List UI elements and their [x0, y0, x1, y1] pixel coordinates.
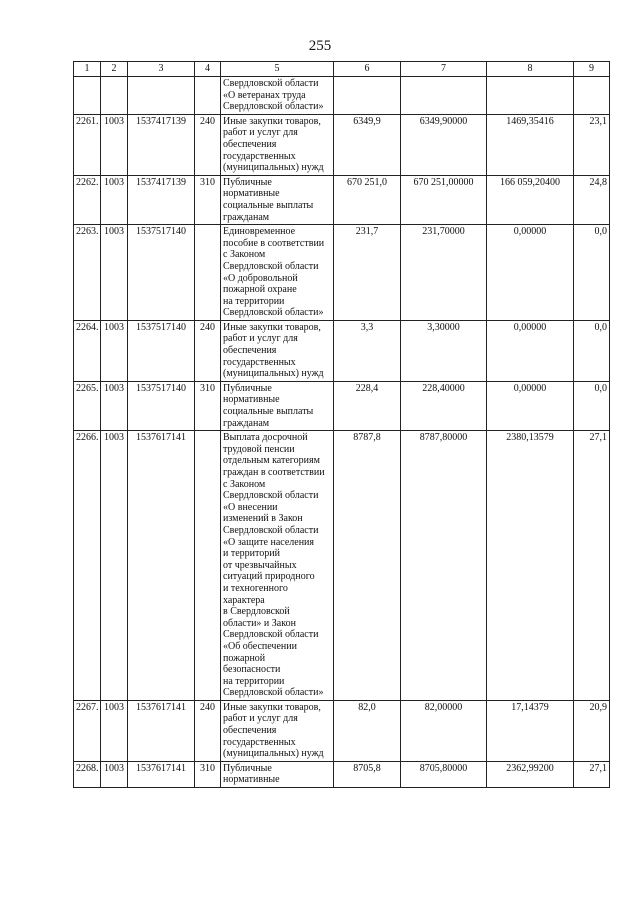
value-col9: 0,0: [574, 225, 610, 321]
table-row: [74, 320, 610, 381]
target-code: 1537517140: [128, 381, 195, 430]
value-col8: 1469,35416: [487, 114, 574, 175]
value-col6: 6349,9: [334, 114, 401, 175]
row-number: 2261.: [74, 114, 101, 175]
expense-type: 310: [195, 175, 221, 224]
expense-type: [195, 225, 221, 321]
value-col7: 231,70000: [401, 225, 487, 321]
budget-table: [73, 61, 610, 788]
section-code: 1003: [101, 225, 128, 321]
row-description: Единовременное пособие в соответствии с Законом Свердловской области «О добровольной пожарной охране на территории Свердловской области»: [221, 225, 334, 321]
expense-type: 240: [195, 114, 221, 175]
row-number: 2262.: [74, 175, 101, 224]
value-col9: 0,0: [574, 381, 610, 430]
expense-type: 240: [195, 320, 221, 381]
section-code: [101, 77, 128, 115]
target-code: 1537417139: [128, 175, 195, 224]
expense-type: 310: [195, 761, 221, 787]
row-number: 2268.: [74, 761, 101, 787]
section-code: 1003: [101, 175, 128, 224]
value-col9: [574, 77, 610, 115]
section-code: 1003: [101, 431, 128, 701]
value-col8: 17,14379: [487, 700, 574, 761]
value-col9: 27,1: [574, 431, 610, 701]
value-col7: 8787,80000: [401, 431, 487, 701]
value-col7: [401, 77, 487, 115]
table-row: [74, 700, 610, 761]
value-col9: 20,9: [574, 700, 610, 761]
value-col6: 228,4: [334, 381, 401, 430]
column-header: 5: [221, 62, 334, 77]
row-description: Иные закупки товаров, работ и услуг для обеспечения государственных (муниципальных) нужд: [221, 114, 334, 175]
value-col6: 82,0: [334, 700, 401, 761]
target-code: 1537617141: [128, 761, 195, 787]
row-number: 2264.: [74, 320, 101, 381]
table-row: [74, 431, 610, 701]
target-code: [128, 77, 195, 115]
row-number: 2267.: [74, 700, 101, 761]
column-header: 4: [195, 62, 221, 77]
value-col6: 8787,8: [334, 431, 401, 701]
row-description: Публичные нормативные: [221, 761, 334, 787]
value-col6: 670 251,0: [334, 175, 401, 224]
value-col7: 228,40000: [401, 381, 487, 430]
row-description: Публичные нормативные социальные выплаты гражданам: [221, 175, 334, 224]
row-number: 2263.: [74, 225, 101, 321]
column-header: 7: [401, 62, 487, 77]
table-row: [74, 761, 610, 787]
value-col9: 0,0: [574, 320, 610, 381]
value-col8: 2362,99200: [487, 761, 574, 787]
row-number: 2266.: [74, 431, 101, 701]
value-col8: [487, 77, 574, 115]
column-header: 1: [74, 62, 101, 77]
value-col8: 166 059,20400: [487, 175, 574, 224]
expense-type: 310: [195, 381, 221, 430]
column-header: 6: [334, 62, 401, 77]
section-code: 1003: [101, 761, 128, 787]
row-description: Свердловской области «О ветеранах труда Свердловской области»: [221, 77, 334, 115]
section-code: 1003: [101, 114, 128, 175]
table-row: [74, 77, 610, 115]
target-code: 1537417139: [128, 114, 195, 175]
expense-type: 240: [195, 700, 221, 761]
target-code: 1537617141: [128, 700, 195, 761]
row-number: [74, 77, 101, 115]
value-col7: 8705,80000: [401, 761, 487, 787]
target-code: 1537617141: [128, 431, 195, 701]
value-col9: 27,1: [574, 761, 610, 787]
column-header: 8: [487, 62, 574, 77]
page-number: 255: [308, 38, 332, 54]
section-code: 1003: [101, 320, 128, 381]
section-code: 1003: [101, 381, 128, 430]
table-header-row: [74, 62, 610, 77]
value-col6: 8705,8: [334, 761, 401, 787]
value-col9: 24,8: [574, 175, 610, 224]
value-col7: 6349,90000: [401, 114, 487, 175]
value-col6: 231,7: [334, 225, 401, 321]
value-col8: 0,00000: [487, 320, 574, 381]
value-col8: 0,00000: [487, 225, 574, 321]
column-header: 2: [101, 62, 128, 77]
row-description: Публичные нормативные социальные выплаты гражданам: [221, 381, 334, 430]
target-code: 1537517140: [128, 320, 195, 381]
row-number: 2265.: [74, 381, 101, 430]
expense-type: [195, 431, 221, 701]
expense-type: [195, 77, 221, 115]
value-col6: 3,3: [334, 320, 401, 381]
section-code: 1003: [101, 700, 128, 761]
value-col7: 82,00000: [401, 700, 487, 761]
value-col8: 0,00000: [487, 381, 574, 430]
column-header: 3: [128, 62, 195, 77]
table-row: [74, 114, 610, 175]
column-header: 9: [574, 62, 610, 77]
table-row: [74, 175, 610, 224]
target-code: 1537517140: [128, 225, 195, 321]
value-col7: 670 251,00000: [401, 175, 487, 224]
value-col8: 2380,13579: [487, 431, 574, 701]
value-col9: 23,1: [574, 114, 610, 175]
row-description: Иные закупки товаров, работ и услуг для обеспечения государственных (муниципальных) нужд: [221, 700, 334, 761]
row-description: Иные закупки товаров, работ и услуг для обеспечения государственных (муниципальных) нужд: [221, 320, 334, 381]
value-col6: [334, 77, 401, 115]
value-col7: 3,30000: [401, 320, 487, 381]
table-row: [74, 381, 610, 430]
table-row: [74, 225, 610, 321]
row-description: Выплата досрочной трудовой пенсии отдельным категориям граждан в соответствии с Законом Свердловской области «О внесении изменений в Закон Свердловской области «О защите населения и территорий от чрезвычайных ситуаций природного и техногенного характера в Свердловской области» и Закон Свердловской области «Об обеспечении пожарной безопасности на территории Свердловской области»: [221, 431, 334, 701]
